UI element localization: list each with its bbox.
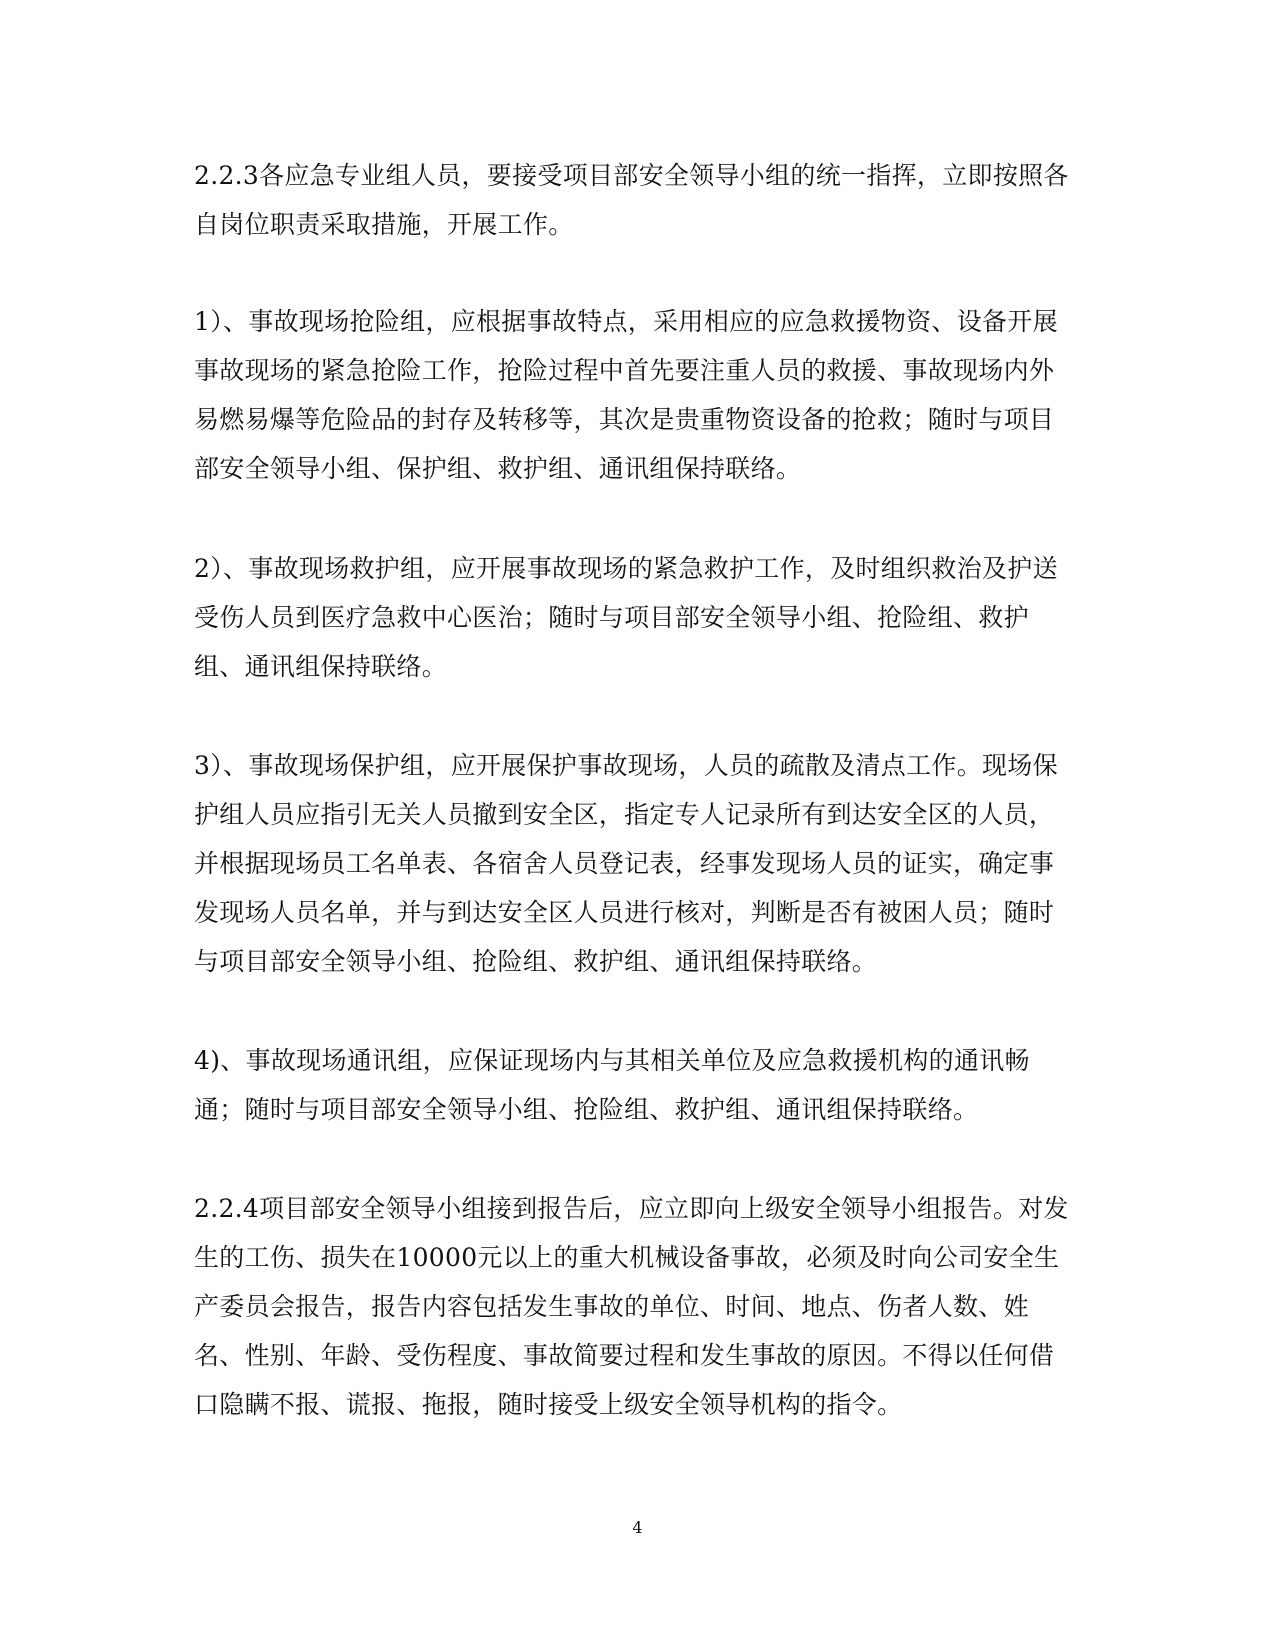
- document-body: [194, 151, 1074, 1479]
- paragraph-first-aid-team: 2）、事故现场救护组，应开展事故现场的紧急救护工作，及时组织救治及护送受伤人员到医疗急救中心医治；随时与项目部安全领导小组、抢险组、救护组、通讯组保持联络。: [194, 554, 1058, 681]
- paragraph-2-2-4: 2.2.4项目部安全领导小组接到报告后，应立即向上级安全领导小组报告。对发生的工伤、损失在10000元以上的重大机械设备事故，必须及时向公司安全生产委员会报告，报告内容包括发生事故的单位、时间、地点、伤者人数、姓名、性别、年龄、受伤程度、事故简要过程和发生事故的原因。不得以任何借口隐瞒不报、谎报、拖报，随时接受上级安全领导机构的指令。: [194, 1194, 1069, 1419]
- page-number: 4: [632, 1518, 643, 1537]
- paragraph-protection-team: 3）、事故现场保护组，应开展保护事故现场，人员的疏散及清点工作。现场保护组人员应指引无关人员撤到安全区，指定专人记录所有到达安全区的人员，并根据现场员工名单表、各宿舍人员登记表，经事发现场人员的证实，确定事发现场人员名单，并与到达安全区人员进行核对，判断是否有被困人员；随时与项目部安全领导小组、抢险组、救护组、通讯组保持联络。: [194, 751, 1058, 976]
- paragraph-communication-team: 4)、事故现场通讯组，应保证现场内与其相关单位及应急救援机构的通讯畅通；随时与项目部安全领导小组、抢险组、救护组、通讯组保持联络。: [194, 1046, 1030, 1124]
- paragraph-rescue-team: 1）、事故现场抢险组，应根据事故特点，采用相应的应急救援物资、设备开展事故现场的紧急抢险工作，抢险过程中首先要注重人员的救援、事故现场内外易燃易爆等危险品的封存及转移等，其次是贵重物资设备的抢救；随时与项目部安全领导小组、保护组、救护组、通讯组保持联络。: [194, 307, 1058, 483]
- paragraph-2-2-3: 2.2.3各应急专业组人员，要接受项目部安全领导小组的统一指挥，立即按照各自岗位职责采取措施，开展工作。: [194, 161, 1069, 239]
